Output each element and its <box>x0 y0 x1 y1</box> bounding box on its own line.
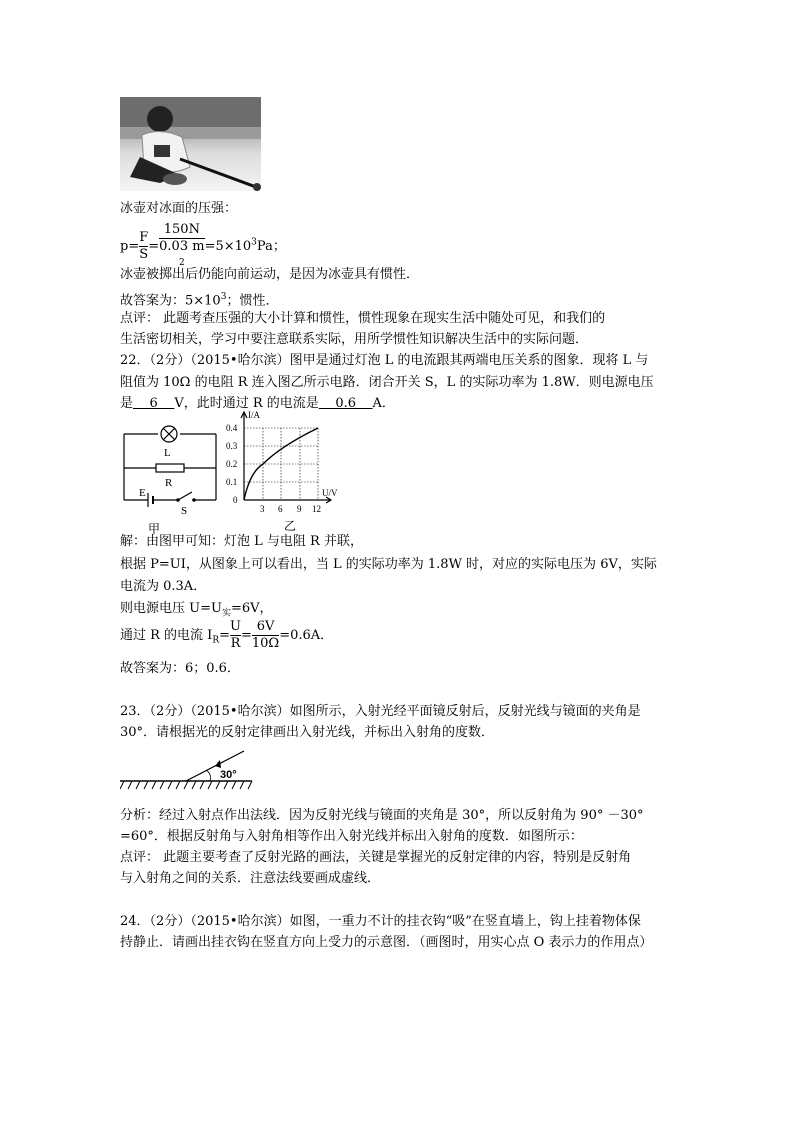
den-sup: 2 <box>178 258 185 268</box>
x-tick: 3 <box>260 504 265 514</box>
y-tick: 0 <box>233 495 238 505</box>
frac-num: 6V <box>252 619 279 636</box>
q23-line2: 30°．请根据光的反射定律画出入射光线，并标出入射角的度数． <box>120 725 495 740</box>
fraction-values <box>252 619 279 652</box>
y-tick: 0.1 <box>226 477 238 487</box>
x-tick: 9 <box>297 504 302 514</box>
fraction-u-r <box>230 619 241 652</box>
s4-sub: 实 <box>221 608 231 619</box>
answer-sup: 3 <box>220 292 227 302</box>
den-text: 0.03 m <box>159 239 205 254</box>
angle-label: 30° <box>220 769 237 781</box>
s4-b: =6V， <box>230 601 273 616</box>
q22-solution-5 <box>120 619 333 652</box>
q22-solution-3: 电流为 0.3A． <box>120 579 207 594</box>
q24-line2: 持静止．请画出挂衣钩在竖直方向上受力的示意图．（画图时，用实心点 O 表示力的作用点） <box>120 935 653 950</box>
pressure-formula <box>120 222 286 271</box>
q24-line1: 24．（2分）（2015•哈尔滨）如图，一重力不计的挂衣钩“吸”在竖直墙上，钩上挂着物体保 <box>120 914 641 929</box>
answer-a: 故答案为：5×10 <box>120 293 221 309</box>
answer-22: 故答案为：6；0.6． <box>120 661 240 676</box>
frac-den: S <box>139 247 149 262</box>
result-sup: 3 <box>251 237 257 248</box>
s5-pre: 通过 R 的电流 I <box>120 628 213 643</box>
label-R: R <box>165 477 173 489</box>
label-L: L <box>164 447 171 459</box>
inertia-sentence: 冰壶被掷出后仍能向前运动，是因为冰壶具有惯性． <box>120 267 420 282</box>
y-tick: 0.4 <box>226 423 238 433</box>
label-S: S <box>181 505 188 517</box>
iu-graph <box>226 408 346 535</box>
formula-p: p= <box>120 239 140 254</box>
formula-result: =5×10 <box>204 239 252 254</box>
frac-num: F <box>139 230 149 245</box>
q22-solution-2: 根据 P=UI，从图象上可以看出，当 L 的实际功率为 1.8W 时，对应的实际电压为 6V，实际 <box>120 557 657 572</box>
x-tick: 12 <box>312 504 321 514</box>
q22-text-a: 是 <box>120 396 134 411</box>
q23-line1: 23．（2分）（2015•哈尔滨）如图所示，入射光经平面镜反射后，反射光线与镜面的夹角是 <box>120 704 641 719</box>
caption-jia: 甲 <box>148 522 161 536</box>
q23-review-2: 与入射角之间的关系．注意法线要画成虚线． <box>120 871 381 886</box>
q22-text-b: V，此时通过 R 的电流是 <box>174 396 319 411</box>
formula-eq: = <box>148 239 160 254</box>
frac-num: 150N <box>159 222 204 239</box>
pressure-intro: 冰壶对冰面的压强： <box>120 201 238 216</box>
q23-analysis-1: 分析：经过入射点作出法线．因为反射光线与镜面的夹角是 30°，所以反射角为 90° －30° <box>120 808 644 823</box>
fraction-f-s <box>139 230 148 263</box>
q23-review-1: 点评： 此题主要考查了反射光路的画法，关键是掌握光的反射定律的内容，特别是反射角 <box>120 850 632 865</box>
answer-21 <box>120 287 278 311</box>
q22-answer-current: 0.6 <box>318 396 373 411</box>
circuit-diagram <box>118 420 223 538</box>
review-21-line2: 生活密切相关，学习中要注意联系实际，用所学惯性知识解决生活中的实际问题． <box>120 332 589 347</box>
caption-yi: 乙 <box>284 519 297 533</box>
frac-den: 10Ω <box>251 636 280 651</box>
q22-text-c: A． <box>372 396 395 411</box>
frac-den: R <box>230 636 241 651</box>
q22-line1: 22．（2分）（2015•哈尔滨）图甲是通过灯泡 L 的电流跟其两端电压关系的图象．现将 L 与 <box>120 353 649 368</box>
y-tick: 0.2 <box>226 459 238 469</box>
q22-line2: 阻值为 10Ω 的电阻 R 连入图乙所示电路．闭合开关 S，L 的实际功率为 1.8W．则电源电压 <box>120 375 654 390</box>
answer-b: ；惯性． <box>226 293 279 309</box>
q22-solution-1: 解：由图甲可知：灯泡 L 与电阻 R 并联， <box>120 534 363 549</box>
y-axis-label: I/A <box>248 410 260 420</box>
label-E: E <box>139 487 146 499</box>
x-axis-label: U/V <box>322 488 338 498</box>
s5-eq: = <box>219 628 231 643</box>
x-tick: 6 <box>278 504 283 514</box>
frac-num: U <box>230 619 241 634</box>
curling-player-photo <box>120 97 261 191</box>
s5-sub: R <box>212 635 220 646</box>
q22-answer-voltage: 6 <box>133 396 175 411</box>
mirror-diagram <box>120 748 255 796</box>
q23-analysis-2: =60°．根据反射角与入射角相等作出入射光线并标出入射角的度数．如图所示： <box>120 829 583 844</box>
fraction-values <box>159 222 204 271</box>
y-tick: 0.3 <box>226 441 238 451</box>
s4-a: 则电源电压 U=U <box>120 601 222 616</box>
review-21-line1: 点评： 此题考查压强的大小计算和惯性，惯性现象在现实生活中随处可见，和我们的 <box>120 311 606 326</box>
s5-post: =0.6A． <box>279 628 334 643</box>
s5-eq2: = <box>240 628 252 643</box>
formula-unit: Pa； <box>256 239 286 254</box>
